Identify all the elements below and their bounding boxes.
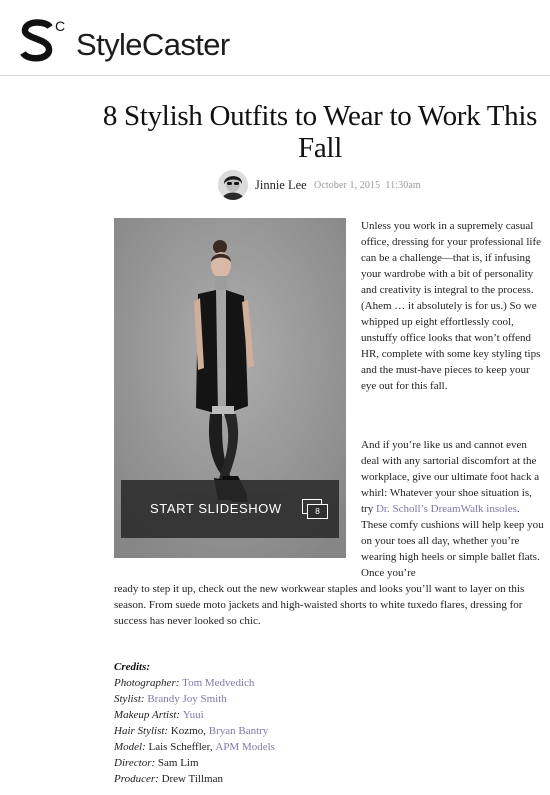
slideshow-hero[interactable]: [114, 218, 346, 558]
insoles-link[interactable]: Dr. Scholl’s DreamWalk insoles: [375, 503, 517, 515]
stylecaster-logo-icon[interactable]: [20, 18, 68, 64]
credit-producer: Producer: Drew Tillman: [114, 773, 223, 785]
credit-model: Model: Lais Scheffler, APM Models: [114, 741, 275, 753]
stylist-link[interactable]: Brandy Joy Smith: [147, 693, 227, 705]
photographer-link[interactable]: Tom Medvedich: [182, 677, 255, 689]
credits-heading: Credits:: [114, 661, 151, 673]
body-paragraph-3: ready to step it up, check out the new workwear staples and looks you’ll want to layer on this season. From suede moto jackets and high-waisted shorts to white tuxedo flares, dressing for success has never looked so chic.: [114, 583, 525, 627]
credit-hair: Hair Stylist: Kozmo, Bryan Bantry: [114, 725, 269, 737]
credit-photographer: Photographer: Tom Medvedich: [114, 677, 255, 689]
byline: [0, 170, 550, 202]
slide-count: 8: [307, 504, 328, 519]
body-paragraph-2: And if you’re like us and cannot even deal with any sartorial discomfort at the workplace, give our ultimate foot hack a whirl: Whatever your shoe situation is, try Dr. Scholl’s DreamWalk insoles. These comfy cushions will help keep you on your toes all day, whether you’re wearing high heels or simple ballet flats. Once you’re: [361, 439, 544, 579]
model-agency-link[interactable]: APM Models: [215, 741, 275, 753]
publish-date: October 1, 2015 11:30am: [314, 180, 421, 191]
logo-superscript: C: [55, 18, 66, 34]
author-avatar[interactable]: [218, 170, 248, 200]
site-name[interactable]: StyleCaster: [76, 27, 230, 62]
gallery-stack-icon: [302, 499, 328, 519]
article-title: 8 Stylish Outfits to Wear to Work This Fall: [102, 100, 538, 164]
credits-block: [114, 659, 414, 787]
credit-stylist: Stylist: Brandy Joy Smith: [114, 693, 227, 705]
start-slideshow-button[interactable]: [121, 480, 339, 538]
author-link[interactable]: Jinnie Lee: [255, 178, 307, 192]
credit-director: Director: Sam Lim: [114, 757, 199, 769]
makeup-link[interactable]: Yuui: [182, 709, 204, 721]
hair-stylist-link[interactable]: Bryan Bantry: [208, 725, 269, 737]
site-header: [0, 0, 550, 76]
start-slideshow-label: START SLIDESHOW: [150, 501, 282, 516]
body-paragraph-1: Unless you work in a supremely casual office, dressing for your professional life can be a challenge—that is, if infusing your wardrobe with a bit of personality and creativity is integral to the process. (Ahem … it absolutely is for us.) So we whipped up eight effortlessly cool, unstuffy office looks that won’t offend HR, complete with some key styling tips and the must-have pieces to keep your eye out for this fall.: [361, 220, 542, 392]
credit-makeup: Makeup Artist: Yuui: [114, 709, 204, 721]
